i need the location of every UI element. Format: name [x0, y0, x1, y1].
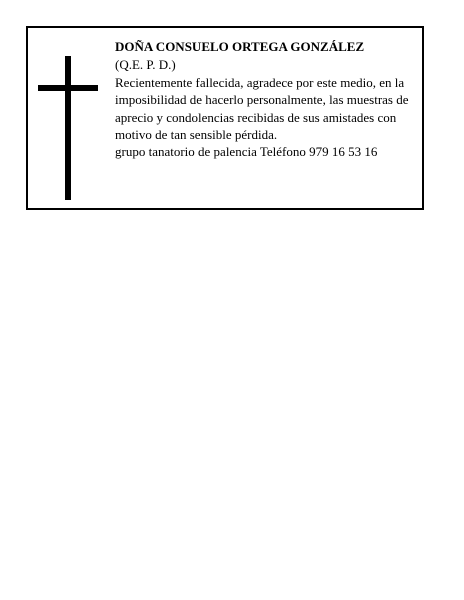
cross-vertical-bar: [65, 56, 71, 200]
cross-horizontal-bar: [38, 85, 98, 91]
deceased-name: DOÑA CONSUELO ORTEGA GONZÁLEZ: [115, 39, 365, 54]
obituary-notice: [26, 26, 424, 210]
notice-message: Recientemente fallecida, agradece por este medio, en la imposibilidad de hacerlo personalmente, las muestras de aprecio y condolencias recibidas de sus amistades con motivo de tan sensible pérdida.: [115, 74, 409, 143]
qepd-line: (Q.E. P. D.): [115, 57, 176, 73]
notice-text: [115, 38, 420, 161]
funeral-home-contact: grupo tanatorio de palencia Teléfono 979 16 53 16: [115, 144, 378, 160]
latin-cross-icon: [38, 56, 98, 200]
